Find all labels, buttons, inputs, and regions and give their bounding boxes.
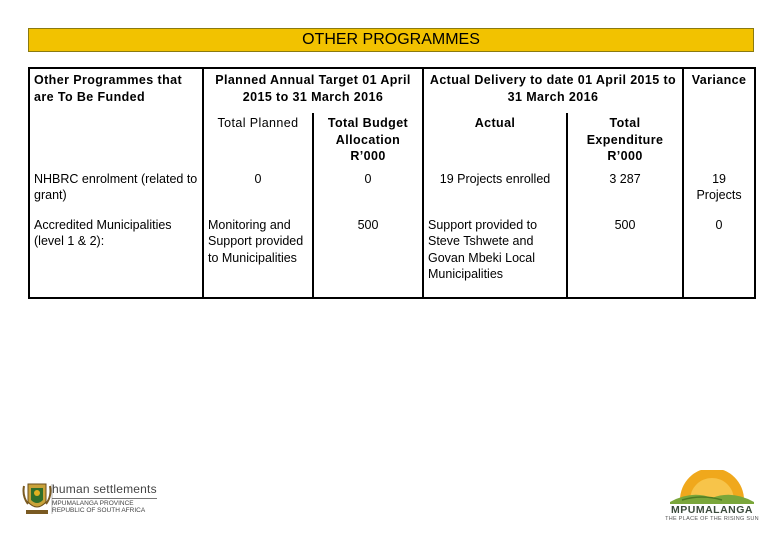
table-row: [29, 214, 755, 298]
programme-cell: Accredited Municipalities (level 1 & 2):: [29, 214, 203, 298]
header-variance: Variance: [683, 68, 755, 168]
header-total-budget: Total Budget Allocation R’000: [313, 113, 423, 168]
mpumalanga-wordmark: MPUMALANGA: [671, 504, 753, 516]
logo-subtitle-province: MPUMALANGA PROVINCE: [52, 498, 157, 507]
header-total-planned: Total Planned: [203, 113, 313, 168]
variance-cell: 0: [683, 214, 755, 298]
actual-cell: 19 Projects enrolled: [423, 168, 567, 214]
mpumalanga-tagline: THE PLACE OF THE RISING SUN: [665, 516, 759, 522]
total-planned-cell: Monitoring and Support provided to Municipalities: [203, 214, 313, 298]
total-budget-cell: 0: [313, 168, 423, 214]
header-total-expenditure: Total Expenditure R’000: [567, 113, 683, 168]
variance-cell: 19 Projects: [683, 168, 755, 214]
mpumalanga-logo-text: [656, 504, 768, 522]
header-planned: Planned Annual Target 01 April 2015 to 31 March 2016: [203, 68, 423, 113]
total-expenditure-cell: 3 287: [567, 168, 683, 214]
actual-cell: Support provided to Steve Tshwete and Govan Mbeki Local Municipalities: [423, 214, 567, 298]
page-title: OTHER PROGRAMMES: [28, 28, 754, 52]
human-settlements-logo: [52, 482, 157, 514]
programme-cell: NHBRC enrolment (related to grant): [29, 168, 203, 214]
logo-wordmark: human settlements: [52, 482, 157, 496]
total-budget-cell: 500: [313, 214, 423, 298]
programmes-table: [28, 67, 756, 299]
total-planned-cell: 0: [203, 168, 313, 214]
header-actual: Actual Delivery to date 01 April 2015 to 31 March 2016: [423, 68, 683, 113]
total-expenditure-cell: 500: [567, 214, 683, 298]
header-programmes: Other Programmes that are To Be Funded: [29, 68, 203, 168]
table-row: [29, 168, 755, 214]
header-row: [29, 68, 755, 113]
logo-subtitle-country: REPUBLIC OF SOUTH AFRICA: [52, 507, 146, 514]
header-actual-sub: Actual: [423, 113, 567, 168]
